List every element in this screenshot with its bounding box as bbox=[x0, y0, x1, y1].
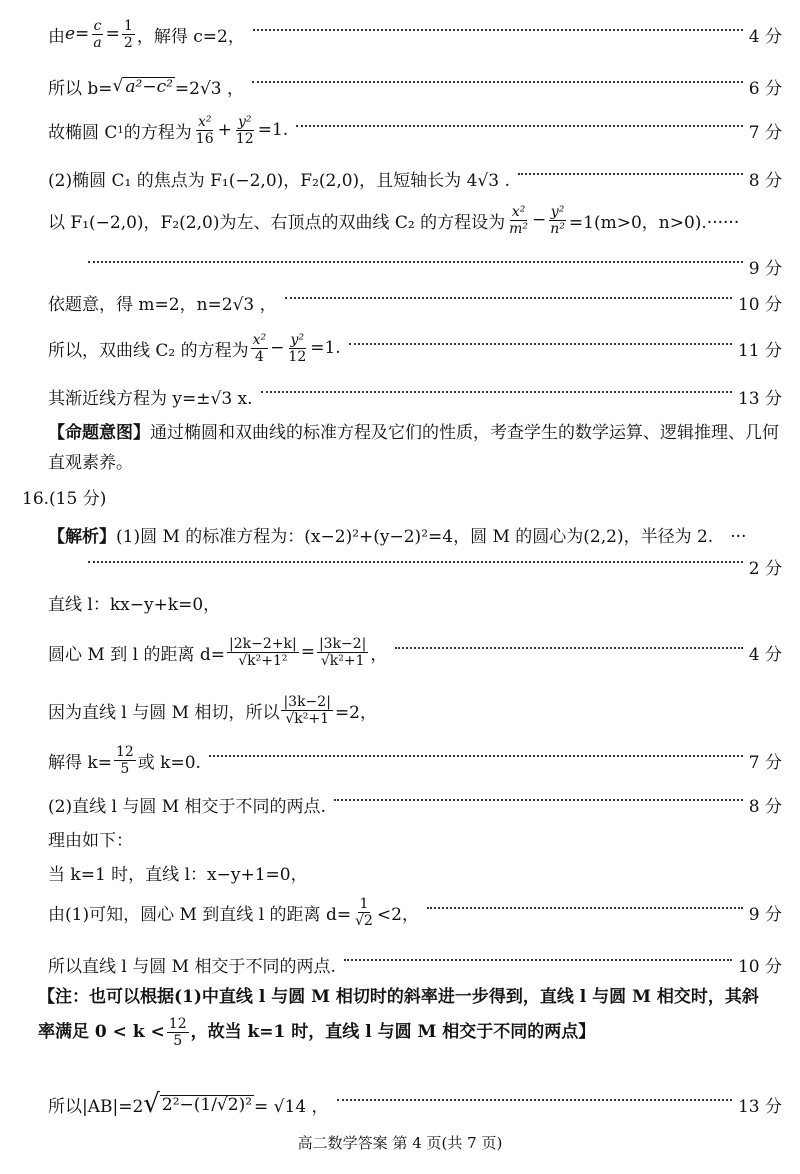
fraction bbox=[251, 332, 269, 365]
fraction bbox=[317, 636, 368, 669]
math: = bbox=[105, 24, 120, 44]
radicand: k²+1 bbox=[294, 710, 330, 727]
math: − bbox=[532, 210, 547, 230]
text: 因为直线 l 与圆 M 相切，所以 bbox=[48, 702, 280, 723]
text: 理由如下： bbox=[48, 830, 133, 851]
page-footer: 高二数学答案 第 4 页(共 7 页) bbox=[297, 1134, 503, 1152]
math: + bbox=[217, 120, 232, 140]
question-16 bbox=[22, 476, 756, 516]
den: 4 bbox=[254, 348, 264, 365]
fraction bbox=[167, 1016, 189, 1049]
note-line-1: 【注：也可以根据(1)中直线 l 与圆 M 相切时的斜率进一步得到，直线 l 与圆 M 相交时，其斜 bbox=[38, 987, 759, 1007]
text: 故椭圆 C bbox=[48, 122, 118, 143]
text: (1)圆 M 的标准方程为：(x−2)²+(y−2)²=4，圆 M 的圆心为(2,2)，半径为 2. ··· bbox=[116, 526, 747, 547]
den: √2 bbox=[355, 912, 373, 929]
points: 13 分 bbox=[737, 388, 782, 409]
text: 或 k=0. bbox=[137, 752, 201, 773]
text: ，解得 c=2， bbox=[136, 26, 245, 47]
fraction bbox=[91, 18, 103, 51]
text: 依题意，得 m=2，n=2√3 ， bbox=[48, 294, 277, 315]
math: − bbox=[270, 338, 285, 358]
fraction bbox=[234, 114, 256, 147]
num: |2k−2+k| bbox=[229, 635, 297, 652]
fraction bbox=[548, 204, 567, 237]
line-8 bbox=[48, 328, 782, 368]
points: 8 分 bbox=[748, 796, 782, 817]
points: 11 分 bbox=[737, 340, 782, 361]
text: 圆心 M 到 l 的距离 d= bbox=[48, 644, 225, 665]
radicand: 2²−(1/√2)² bbox=[161, 1094, 253, 1115]
radical-sign: √ bbox=[143, 1089, 160, 1119]
text: ， bbox=[370, 644, 388, 665]
fraction bbox=[227, 636, 299, 669]
fraction bbox=[194, 114, 216, 147]
fraction bbox=[286, 332, 308, 365]
text: 直线 l：kx−y+k=0， bbox=[48, 594, 221, 615]
text: 以 F₁(−2,0)，F₂(2,0)为左、右顶点的双曲线 C₂ 的方程设为 bbox=[48, 212, 506, 233]
text: =1(m>0，n>0).······ bbox=[568, 212, 740, 233]
text: 所以 b= bbox=[48, 78, 113, 99]
text: =1. bbox=[257, 120, 289, 140]
points: 7 分 bbox=[748, 122, 782, 143]
line-15 bbox=[48, 740, 782, 780]
line-21 bbox=[48, 1080, 782, 1128]
points: 10 分 bbox=[737, 294, 782, 315]
dot-leader bbox=[395, 647, 742, 649]
fraction bbox=[114, 744, 136, 777]
math: e= bbox=[65, 24, 90, 44]
num: y² bbox=[238, 113, 252, 130]
dot-leader bbox=[518, 173, 743, 175]
dot-leader bbox=[344, 959, 732, 961]
dot-leader bbox=[88, 261, 743, 263]
dot-leader bbox=[261, 391, 732, 393]
radicand: 2 bbox=[364, 912, 373, 929]
dot-leader bbox=[253, 29, 743, 31]
text: (2)直线 l 与圆 M 相交于不同的两点. bbox=[48, 796, 326, 817]
line-12 bbox=[48, 582, 782, 622]
text: 所以直线 l 与圆 M 相交于不同的两点. bbox=[48, 956, 336, 977]
num: x² bbox=[197, 113, 212, 130]
points: 2 分 bbox=[748, 558, 782, 579]
points: 9 分 bbox=[748, 904, 782, 925]
num: y² bbox=[550, 203, 565, 220]
num: |3k−2| bbox=[283, 693, 331, 710]
intent-paragraph bbox=[48, 418, 782, 478]
line-4 bbox=[48, 158, 782, 198]
fraction bbox=[122, 18, 135, 51]
dot-leader bbox=[209, 755, 743, 757]
sqrt: √ a²−c² bbox=[112, 76, 173, 97]
num: x² bbox=[511, 203, 526, 220]
text: 16.(15 分) bbox=[22, 488, 107, 509]
den: 2 bbox=[123, 34, 133, 51]
line-13 bbox=[48, 628, 782, 676]
text: 由(1)可知，圆心 M 到直线 l 的距离 d= bbox=[48, 904, 352, 925]
text: (2)椭圆 C₁ 的焦点为 F₁(−2,0)，F₂(2,0)，且短轴长为 4√3 . bbox=[48, 170, 510, 191]
points: 13 分 bbox=[737, 1096, 782, 1117]
num: 1 bbox=[359, 895, 369, 912]
num: 1 bbox=[123, 17, 133, 34]
den: m² bbox=[509, 220, 528, 237]
num: y² bbox=[290, 331, 305, 348]
den: 5 bbox=[173, 1032, 183, 1049]
den: 12 bbox=[235, 130, 254, 147]
points: 9 分 bbox=[748, 258, 782, 279]
num: 12 bbox=[115, 743, 134, 760]
line-18 bbox=[48, 852, 782, 892]
math: = bbox=[300, 642, 315, 662]
dot-leader bbox=[88, 561, 743, 563]
tag: 【命题意图】 bbox=[48, 423, 150, 443]
text: 解得 k= bbox=[48, 752, 112, 773]
text: =2√3 ， bbox=[174, 78, 245, 99]
line-20 bbox=[48, 944, 782, 984]
points: 6 分 bbox=[748, 78, 782, 99]
text: 当 k=1 时，直线 l：x−y+1=0， bbox=[48, 864, 308, 885]
den: √k²+1 bbox=[285, 710, 330, 727]
num: x² bbox=[252, 331, 267, 348]
line-7 bbox=[48, 282, 782, 322]
text: 其渐近线方程为 y=±√3 x. bbox=[48, 388, 253, 409]
num: 12 bbox=[168, 1015, 187, 1032]
dot-leader bbox=[296, 125, 743, 127]
den: 16 bbox=[195, 130, 214, 147]
text: 所以，双曲线 C₂ 的方程为 bbox=[48, 340, 249, 361]
den: 5 bbox=[120, 760, 130, 777]
tag: 【解析】 bbox=[48, 526, 116, 547]
text: <2， bbox=[376, 904, 419, 925]
line-9 bbox=[48, 376, 782, 416]
line-2 bbox=[48, 66, 782, 106]
line-1 bbox=[48, 14, 782, 54]
line-11 bbox=[88, 546, 782, 586]
text: 率满足 0 < k < bbox=[38, 1022, 165, 1042]
points: 10 分 bbox=[737, 956, 782, 977]
radicand: k²+1 bbox=[329, 652, 365, 669]
fraction bbox=[507, 204, 530, 237]
dot-leader bbox=[252, 81, 743, 83]
text: ，故当 k=1 时，直线 l 与圆 M 相交于不同的两点】 bbox=[190, 1022, 596, 1042]
text: 的方程为 bbox=[123, 122, 192, 143]
den: n² bbox=[550, 220, 565, 237]
sqrt bbox=[143, 1089, 254, 1119]
den: √k²+1² bbox=[238, 652, 288, 669]
dot-leader bbox=[337, 1099, 732, 1101]
fraction bbox=[353, 896, 375, 929]
line-14 bbox=[48, 686, 782, 734]
radicand: k²+1² bbox=[247, 652, 288, 669]
dot-leader bbox=[349, 343, 732, 345]
line-3 bbox=[48, 110, 782, 150]
den: a bbox=[93, 34, 102, 51]
line-5 bbox=[48, 200, 782, 240]
text: =1. bbox=[310, 338, 341, 358]
line-6 bbox=[88, 246, 782, 286]
dot-leader bbox=[334, 799, 743, 801]
den: √k²+1 bbox=[320, 652, 365, 669]
num: |3k−2| bbox=[318, 635, 367, 652]
points: 8 分 bbox=[748, 170, 782, 191]
points: 4 分 bbox=[748, 26, 782, 47]
points: 4 分 bbox=[748, 644, 782, 665]
subscript: 1 bbox=[117, 124, 124, 136]
text: 所以|AB|=2 bbox=[48, 1096, 144, 1117]
text: =2， bbox=[334, 702, 377, 723]
den: 12 bbox=[288, 348, 307, 365]
line-19 bbox=[48, 892, 782, 932]
text: = √14 ， bbox=[254, 1096, 329, 1117]
num: c bbox=[93, 17, 102, 34]
text: 由 bbox=[48, 26, 65, 47]
dot-leader bbox=[285, 297, 732, 299]
text: 通过椭圆和双曲线的标准方程及它们的性质，考查学生的数学运算、逻辑推理、几何直观素养。 bbox=[48, 423, 779, 473]
dot-leader bbox=[427, 907, 743, 909]
radicand: a²−c² bbox=[125, 76, 173, 97]
fraction bbox=[281, 694, 332, 727]
points: 7 分 bbox=[748, 752, 782, 773]
note-line-2 bbox=[38, 1012, 782, 1052]
note-paragraph bbox=[38, 982, 782, 1052]
